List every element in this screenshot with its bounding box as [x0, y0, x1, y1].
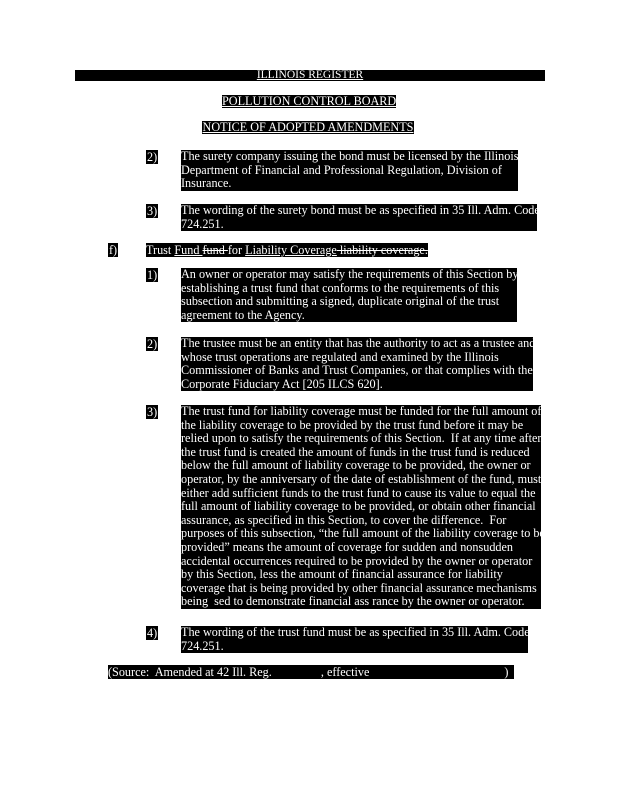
heading-text: for	[227, 243, 246, 257]
paragraph: The wording of the surety bond must be as specified in 35 Ill. Adm. Code 724.251.	[181, 203, 540, 231]
inserted-text: Fund	[174, 243, 203, 257]
source-prefix: (Source: Amended at 42 Ill. Reg.	[108, 665, 275, 679]
section-number: f)	[109, 243, 118, 257]
register-title: ILLINOIS REGISTER	[75, 70, 545, 81]
paragraph: The trust fund for liability coverage must be funded for the full amount of the liability coverage to be provided by the trust fund before it may be relied upon to satisfy the requirements of this Section. If at any time after the trust fund is created the amount of funds in the trust fund is reduced below the full amount of liability coverage to be provided, the owner or operator, by the anniversary of the date of establishment of the fund, must either add sufficient funds to the trust fund to cause its value to equal the full amount of liability coverage to be provided, or obtain other financial assurance, as specified in this Section, to cover the difference. For purposes of this subsection, “the full amount of the liability coverage to be provided” means the amount of coverage for sudden and nonsudden accidental occurrences required to be provided by the owner or operator by this Section, less the amount of financial assurance for liability coverage that is being provided by other financial assurance mechanisms being sed to demonstrate financial ass rance by the owner or operator.	[181, 404, 545, 609]
inserted-text: Liability Coverage	[245, 243, 337, 257]
item-number: 2)	[147, 150, 158, 164]
section-heading	[146, 243, 428, 257]
paragraph: The surety company issuing the bond must be licensed by the Illinois Department of Financial and Professional Regulation, Division of Insurance.	[181, 149, 519, 191]
paragraph: The wording of the trust fund must be as specified in 35 Ill. Adm. Code 724.251.	[181, 625, 530, 653]
item-number: 4)	[147, 626, 158, 640]
heading-text: Trust	[146, 243, 175, 257]
paragraph: An owner or operator may satisfy the requirements of this Section by establishing a trust fund that conforms to the requirements of this subsection and submitting a signed, duplicate original of the trust agreement to the Agency.	[181, 267, 519, 322]
notice-title: NOTICE OF ADOPTED AMENDMENTS	[202, 120, 414, 134]
deleted-text: fund	[202, 243, 228, 257]
source-effective: , effective	[320, 665, 373, 679]
source-close: )	[504, 665, 509, 679]
item-number: 3)	[147, 405, 158, 419]
paragraph: The trustee must be an entity that has the authority to act as a trustee and whose trust operations are regulated and examined by the Illinois Commissioner of Banks and Trust Companies, or that complies with the Corporate Fiduciary Act [205 ILCS 620].	[181, 336, 536, 391]
item-number: 3)	[147, 204, 158, 218]
board-title: POLLUTION CONTROL BOARD	[222, 94, 397, 108]
deleted-text: liability coverage.	[336, 243, 428, 257]
source-note	[108, 665, 514, 679]
item-number: 1)	[147, 268, 158, 282]
item-number: 2)	[147, 337, 158, 351]
